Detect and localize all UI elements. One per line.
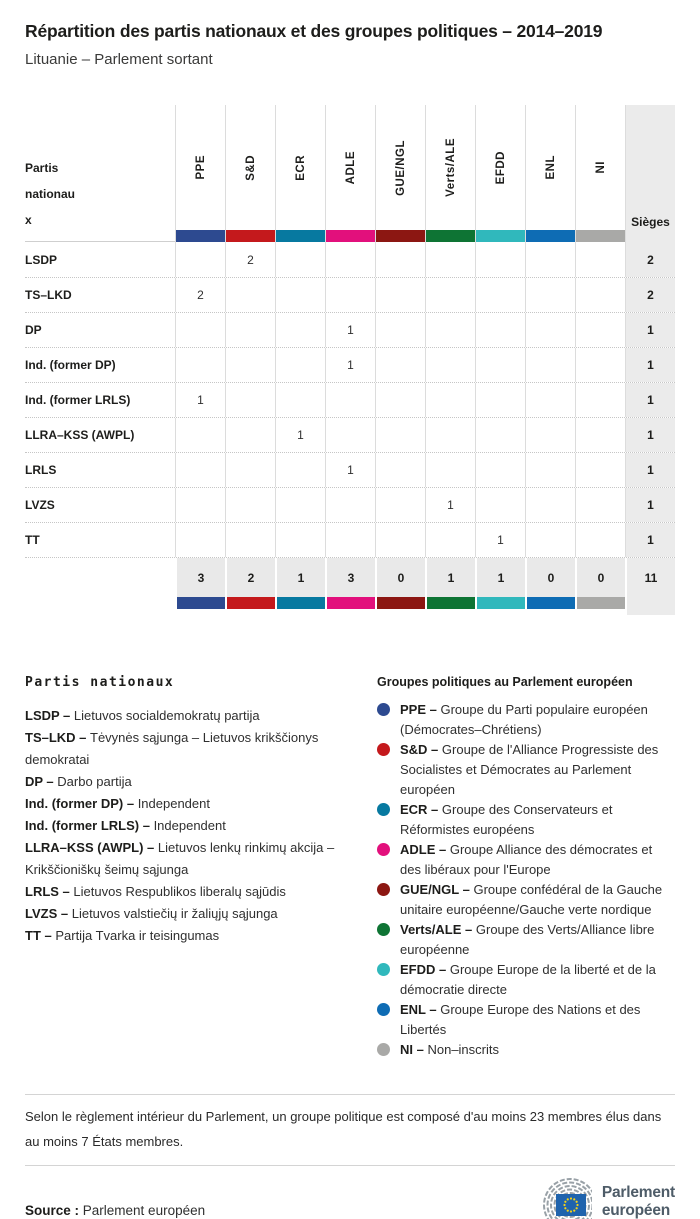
total-cell-adle: 3 <box>325 558 375 597</box>
group-column-label: NI <box>594 161 607 174</box>
legend-name: Independent <box>153 818 226 833</box>
group-color-swatch-adle <box>326 230 375 242</box>
legend-text <box>400 960 665 1000</box>
legend-text <box>400 1000 665 1040</box>
legend-name: Lietuvos lenkų rinkimų akcija – Krikščioniškų šeimų sąjunga <box>25 840 335 877</box>
group-label-wrap <box>326 105 375 230</box>
group-color-dot-enl <box>377 1003 390 1016</box>
value-cell-ecr <box>275 488 325 522</box>
table-row-lrls <box>25 452 675 487</box>
party-name-cell: LSDP <box>25 252 58 267</box>
value-cell-adle <box>325 242 375 277</box>
value-cell-verts-ale <box>425 313 475 347</box>
totals-row <box>25 557 675 597</box>
legend-name: Groupe des Verts/Alliance libre européenne <box>400 922 655 957</box>
group-color-dot-verts-ale <box>377 923 390 936</box>
value-cell-ecr <box>275 278 325 312</box>
group-column-label: ADLE <box>344 150 357 185</box>
bottom-color-swatch-ecr <box>275 597 325 609</box>
legend-item-ecr <box>377 800 665 840</box>
group-color-dot-ppe <box>377 703 390 716</box>
legend-name: Groupe confédéral de la Gauche unitaire européenne/Gauche verte nordique <box>400 882 663 917</box>
value-cell-verts-ale <box>425 242 475 277</box>
value-cell-ecr <box>275 523 325 557</box>
value-cell-ppe: 1 <box>175 383 225 417</box>
group-column-label: EFDD <box>494 150 507 185</box>
legend-abbr: PPE – <box>400 702 441 717</box>
value-cell-ecr <box>275 242 325 277</box>
value-cell-verts-ale <box>425 418 475 452</box>
value-cell-adle <box>325 488 375 522</box>
group-label-wrap <box>226 105 275 230</box>
value-cell-s-d <box>225 313 275 347</box>
group-column-header-enl <box>525 105 575 242</box>
group-color-bar-row <box>25 597 675 615</box>
group-color-dot-adle <box>377 843 390 856</box>
value-cell-enl <box>525 348 575 382</box>
value-cell-adle: 1 <box>325 453 375 487</box>
national-parties-legend-list <box>25 705 367 947</box>
legend-item-ind-former-dp <box>25 793 367 815</box>
value-cell-ni <box>575 453 625 487</box>
legend-text <box>400 800 665 840</box>
value-cell-ni <box>575 242 625 277</box>
legend-abbr: LVZS – <box>25 906 72 921</box>
legend-abbr: DP – <box>25 774 58 789</box>
legend-item-ppe <box>377 700 665 740</box>
value-cell-gue-ngl <box>375 278 425 312</box>
value-cell-enl <box>525 383 575 417</box>
value-cell-ni <box>575 488 625 522</box>
value-cell-efdd <box>475 242 525 277</box>
legend-item-ni <box>377 1040 665 1060</box>
legend-abbr: ECR – <box>400 802 442 817</box>
group-label-wrap <box>526 105 575 230</box>
value-cell-s-d <box>225 383 275 417</box>
value-cell-ppe <box>175 313 225 347</box>
value-cell-ni <box>575 348 625 382</box>
value-cell-ppe <box>175 348 225 382</box>
legend-item-verts-ale <box>377 920 665 960</box>
legend-item-ts-lkd <box>25 727 367 771</box>
value-cell-enl <box>525 523 575 557</box>
party-name-cell: DP <box>25 323 42 337</box>
legend-text <box>400 700 665 740</box>
group-column-label: Verts/ALE <box>444 138 457 197</box>
value-cell-ppe <box>175 488 225 522</box>
logo-line1: Parlement <box>601 1184 675 1201</box>
legend-text <box>400 880 665 920</box>
value-cell-ecr: 1 <box>275 418 325 452</box>
legend-name: Lietuvos socialdemokratų partija <box>73 708 260 723</box>
legend-name: Groupe Europe de la liberté et de la démocratie directe <box>400 962 656 997</box>
legend-item-gue-ngl <box>377 880 665 920</box>
value-cell-verts-ale <box>425 523 475 557</box>
legend-abbr: LLRA–KSS (AWPL) – <box>25 840 158 855</box>
group-label-wrap <box>426 105 475 230</box>
table-row-llra-kss-awpl <box>25 417 675 452</box>
table-row-lsdp <box>25 242 675 277</box>
total-cell-efdd: 1 <box>475 558 525 597</box>
bottom-color-swatch-ni <box>575 597 625 609</box>
hemicycle-eu-flag-icon <box>526 1178 592 1219</box>
legend-abbr: Ind. (former DP) – <box>25 796 138 811</box>
value-cell-enl <box>525 242 575 277</box>
value-cell-ecr <box>275 383 325 417</box>
legend-abbr: Verts/ALE – <box>400 922 476 937</box>
legend-abbr: TS–LKD – <box>25 730 91 745</box>
value-cell-gue-ngl <box>375 313 425 347</box>
legend-item-adle <box>377 840 665 880</box>
totals-spacer <box>25 558 175 597</box>
seats-cell: 1 <box>625 523 675 557</box>
value-cell-s-d <box>225 488 275 522</box>
total-cell-verts-ale: 1 <box>425 558 475 597</box>
total-cell-s-d: 2 <box>225 558 275 597</box>
legend-abbr: LRLS – <box>25 884 74 899</box>
bottom-seats-cell <box>625 597 675 615</box>
political-groups-legend-heading: Groupes politiques au Parlement européen <box>377 675 633 689</box>
seats-cell: 2 <box>625 242 675 277</box>
page-title: Répartition des partis nationaux et des groupes politiques – 2014–2019 <box>25 21 603 41</box>
legends <box>25 675 675 1060</box>
value-cell-ni <box>575 278 625 312</box>
group-label-wrap <box>176 105 225 230</box>
group-column-header-adle <box>325 105 375 242</box>
legend-name: Groupe de l'Alliance Progressiste des Socialistes et Démocrates au Parlement européen <box>400 742 659 797</box>
seats-cell: 1 <box>625 488 675 522</box>
value-cell-ppe <box>175 418 225 452</box>
value-cell-efdd <box>475 278 525 312</box>
group-column-header-ppe <box>175 105 225 242</box>
footnote: Selon le règlement intérieur du Parlement, un groupe politique est composé d'au moins 23 membres élus dans au moins 7 États membres. <box>25 1109 662 1149</box>
group-color-swatch-enl <box>526 230 575 242</box>
legend-name: Groupe Alliance des démocrates et des libéraux pour l'Europe <box>400 842 653 877</box>
value-cell-gue-ngl <box>375 418 425 452</box>
bottom-color-swatch-s-d <box>225 597 275 609</box>
value-cell-gue-ngl <box>375 453 425 487</box>
value-cell-enl <box>525 313 575 347</box>
seats-cell: 2 <box>625 278 675 312</box>
source-value: Parlement européen <box>82 1203 206 1218</box>
group-label-wrap <box>276 105 325 230</box>
group-label-wrap <box>476 105 525 230</box>
value-cell-adle: 1 <box>325 348 375 382</box>
legend-item-enl <box>377 1000 665 1040</box>
legend-name: Darbo partija <box>57 774 132 789</box>
logo-line2: européen <box>601 1202 671 1219</box>
legend-name: Groupe des Conservateurs et Réformistes européens <box>400 802 613 837</box>
party-name-cell: Ind. (former DP) <box>25 358 116 372</box>
value-cell-verts-ale <box>425 383 475 417</box>
value-cell-enl <box>525 453 575 487</box>
legend-abbr: TT – <box>25 928 56 943</box>
group-label-wrap <box>576 105 625 230</box>
source-line <box>25 1203 205 1218</box>
political-groups-legend-list <box>377 700 665 1060</box>
value-cell-efdd <box>475 418 525 452</box>
logo-wordmark <box>602 1184 675 1219</box>
group-column-label: ECR <box>294 154 307 181</box>
legend-abbr: Ind. (former LRLS) – <box>25 818 154 833</box>
value-cell-enl <box>525 488 575 522</box>
value-cell-verts-ale <box>425 453 475 487</box>
group-color-swatch-gue-ngl <box>376 230 425 242</box>
value-cell-verts-ale <box>425 278 475 312</box>
value-cell-adle <box>325 523 375 557</box>
value-cell-ppe <box>175 242 225 277</box>
legend-text <box>400 740 665 800</box>
table-row-tt <box>25 522 675 557</box>
group-color-dot-ni <box>377 1043 390 1056</box>
value-cell-ppe <box>175 453 225 487</box>
value-cell-ni <box>575 383 625 417</box>
group-color-swatch-ni <box>576 230 625 242</box>
seats-column-header-label: Sièges <box>631 215 670 229</box>
group-column-header-s-d <box>225 105 275 242</box>
legend-name: Tėvynės sąjunga – Lietuvos krikščionys demokratai <box>25 730 319 767</box>
group-column-header-efdd <box>475 105 525 242</box>
value-cell-gue-ngl <box>375 488 425 522</box>
party-name-cell: Ind. (former LRLS) <box>25 393 131 407</box>
bottom-color-swatch-gue-ngl <box>375 597 425 609</box>
source-label: Source : <box>25 1203 80 1218</box>
table-header-row <box>25 105 675 242</box>
group-color-swatch-ppe <box>176 230 225 242</box>
value-cell-ni <box>575 523 625 557</box>
value-cell-ecr <box>275 348 325 382</box>
legend-item-llra-kss-awpl <box>25 837 367 881</box>
legend-name: Partija Tvarka ir teisingumas <box>55 928 220 943</box>
bottom-color-swatch-efdd <box>475 597 525 609</box>
legend-abbr: ENL – <box>400 1002 441 1017</box>
bottom-color-swatch-adle <box>325 597 375 609</box>
value-cell-s-d <box>225 278 275 312</box>
party-name-cell: TS–LKD <box>25 288 72 302</box>
value-cell-efdd <box>475 348 525 382</box>
total-cell-ppe: 3 <box>175 558 225 597</box>
party-name-cell: LLRA–KSS (AWPL) <box>25 428 135 442</box>
legend-item-tt <box>25 925 367 947</box>
group-color-swatch-efdd <box>476 230 525 242</box>
group-column-label: ENL <box>544 155 557 180</box>
legend-text <box>400 920 665 960</box>
value-cell-efdd <box>475 313 525 347</box>
legend-name: Lietuvos valstiečių ir žaliųjų sąjunga <box>71 906 278 921</box>
value-cell-s-d <box>225 348 275 382</box>
group-color-dot-s-d <box>377 743 390 756</box>
value-cell-gue-ngl <box>375 348 425 382</box>
legend-name: Groupe Europe des Nations et des Libertés <box>400 1002 641 1037</box>
bottom-color-swatch-ppe <box>175 597 225 609</box>
seats-cell: 1 <box>625 383 675 417</box>
value-cell-ni <box>575 313 625 347</box>
group-color-dot-efdd <box>377 963 390 976</box>
value-cell-ppe: 2 <box>175 278 225 312</box>
value-cell-gue-ngl <box>375 242 425 277</box>
group-color-dot-ecr <box>377 803 390 816</box>
value-cell-verts-ale <box>425 348 475 382</box>
page-subtitle: Lituanie – Parlement sortant <box>25 51 213 68</box>
group-color-swatch-ecr <box>276 230 325 242</box>
group-color-swatch-verts-ale <box>426 230 475 242</box>
value-cell-enl <box>525 278 575 312</box>
value-cell-s-d <box>225 418 275 452</box>
legend-text <box>400 840 665 880</box>
legend-text <box>400 1040 499 1060</box>
table-row-ind-former-dp <box>25 347 675 382</box>
value-cell-adle: 1 <box>325 313 375 347</box>
legend-abbr: ADLE – <box>400 842 450 857</box>
group-label-wrap <box>376 105 425 230</box>
table-row-lvzs <box>25 487 675 522</box>
legend-item-dp <box>25 771 367 793</box>
value-cell-gue-ngl <box>375 383 425 417</box>
divider-bottom <box>25 1165 675 1166</box>
value-cell-adle <box>325 383 375 417</box>
legend-item-lsdp <box>25 705 367 727</box>
table-row-dp <box>25 312 675 347</box>
legend-item-efdd <box>377 960 665 1000</box>
value-cell-ecr <box>275 453 325 487</box>
legend-abbr: LSDP – <box>25 708 74 723</box>
table-body <box>25 242 675 557</box>
legend-item-lvzs <box>25 903 367 925</box>
seats-cell: 1 <box>625 453 675 487</box>
bottom-color-swatch-verts-ale <box>425 597 475 609</box>
value-cell-ni <box>575 418 625 452</box>
total-seats-cell: 11 <box>625 558 675 597</box>
table-row-ts-lkd <box>25 277 675 312</box>
value-cell-s-d <box>225 453 275 487</box>
value-cell-ecr <box>275 313 325 347</box>
group-column-label: PPE <box>194 155 207 180</box>
value-cell-s-d <box>225 523 275 557</box>
value-cell-adle <box>325 278 375 312</box>
party-name-cell: LVZS <box>25 498 55 512</box>
seats-table <box>25 105 675 615</box>
value-cell-efdd <box>475 453 525 487</box>
value-cell-verts-ale: 1 <box>425 488 475 522</box>
legend-abbr: EFDD – <box>400 962 450 977</box>
legend-abbr: GUE/NGL – <box>400 882 474 897</box>
legend-name: Independent <box>137 796 210 811</box>
total-cell-ni: 0 <box>575 558 625 597</box>
legend-abbr: NI – <box>400 1042 428 1057</box>
party-column-header <box>25 105 175 242</box>
legend-item-ind-former-lrls <box>25 815 367 837</box>
european-parliament-logo <box>526 1178 675 1219</box>
seats-cell: 1 <box>625 348 675 382</box>
national-parties-legend <box>25 675 377 1060</box>
legend-item-lrls <box>25 881 367 903</box>
legend-name: Lietuvos Respublikos liberalų sąjūdis <box>73 884 286 899</box>
party-name-cell: TT <box>25 533 40 547</box>
legend-name: Groupe du Parti populaire européen (Démocrates–Chrétiens) <box>400 702 648 737</box>
value-cell-efdd <box>475 488 525 522</box>
legend-item-s-d <box>377 740 665 800</box>
political-groups-legend <box>377 675 665 1060</box>
seats-column-header <box>625 105 675 242</box>
total-cell-enl: 0 <box>525 558 575 597</box>
table-row-ind-former-lrls <box>25 382 675 417</box>
value-cell-adle <box>325 418 375 452</box>
value-cell-ppe <box>175 523 225 557</box>
value-cell-efdd <box>475 383 525 417</box>
national-parties-legend-heading: Partis nationaux <box>25 675 175 690</box>
value-cell-efdd: 1 <box>475 523 525 557</box>
group-column-label: S&D <box>244 154 257 181</box>
footer <box>25 1178 675 1219</box>
group-column-label: GUE/NGL <box>394 139 407 196</box>
group-column-header-ecr <box>275 105 325 242</box>
seats-cell: 1 <box>625 418 675 452</box>
legend-name: Non–inscrits <box>427 1042 499 1057</box>
bottom-color-swatch-enl <box>525 597 575 609</box>
total-cell-ecr: 1 <box>275 558 325 597</box>
value-cell-enl <box>525 418 575 452</box>
value-cell-s-d: 2 <box>225 242 275 277</box>
group-column-header-verts-ale <box>425 105 475 242</box>
party-name-cell: LRLS <box>25 463 57 477</box>
party-column-header-label: Partis nationaux <box>25 161 75 227</box>
group-column-header-ni <box>575 105 625 242</box>
group-color-dot-gue-ngl <box>377 883 390 896</box>
group-color-swatch-s-d <box>226 230 275 242</box>
total-cell-gue-ngl: 0 <box>375 558 425 597</box>
seats-cell: 1 <box>625 313 675 347</box>
value-cell-gue-ngl <box>375 523 425 557</box>
legend-abbr: S&D – <box>400 742 442 757</box>
bar-spacer <box>25 597 175 615</box>
group-column-header-gue-ngl <box>375 105 425 242</box>
